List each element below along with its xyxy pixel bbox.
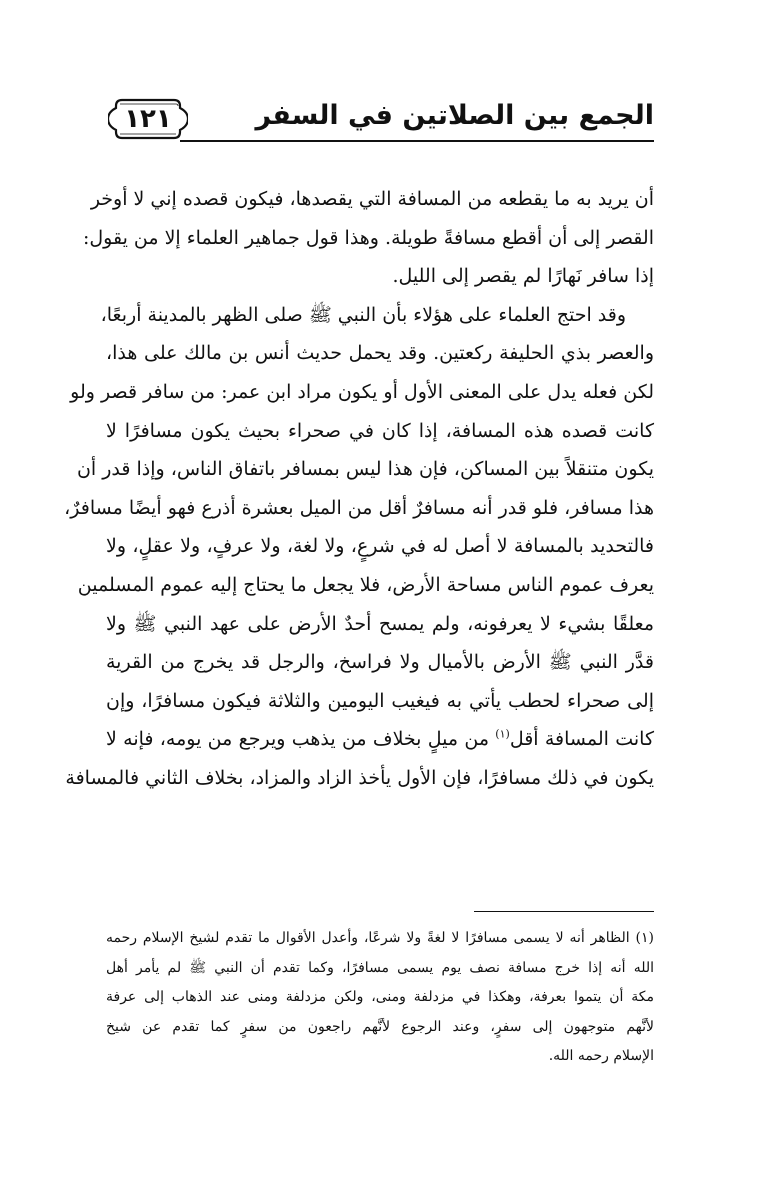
header-rule <box>180 140 654 142</box>
text-line: يكون متنقلاً بين المساكن، فإن هذا ليس بمسافر باتفاق الناس، وإذا قدر أن <box>76 458 654 481</box>
footnote-line: الله أنه إذا خرج مسافة نصف يوم يسمى مسافرًا، وكما تقدم أن النبي ﷺ لم يأمر أهل <box>106 959 654 976</box>
text-line: إذا سافر نَهارًا لم يقصر إلى الليل. <box>392 265 654 288</box>
text-line: هذا مسافر، فلو قدر أنه مسافرٌ أقل من الميل بعشرة أذرع فهو أيضًا مسافرٌ، <box>64 496 654 519</box>
text-line: يعرف عموم الناس مساحة الأرض، فلا يجعل ما يحتاج إليه عموم المسلمين <box>77 573 654 596</box>
text-line: القصر إلى أن أقطع مسافةً طويلة. وهذا قول جماهير العلماء إلا من يقول: <box>82 226 654 249</box>
main-text <box>64 180 654 798</box>
footnotes <box>106 924 654 1072</box>
text-line: كانت قصده هذه المسافة، إذا كان في صحراء بحيث يكون مسافرًا لا <box>106 419 654 442</box>
page-number: ١٢١ <box>124 104 172 134</box>
text-line: قدَّر النبي ﷺ الأرض بالأميال ولا فراسخ، والرجل قد يخرج من القرية <box>106 651 654 674</box>
text-line: لكن فعله يدل على المعنى الأول أو يكون مراد ابن عمر: من سافر قصر ولو <box>70 380 654 403</box>
text-line: وقد احتج العلماء على هؤلاء بأن النبي ﷺ صلى الظهر بالمدينة أربعًا، <box>100 303 626 326</box>
text-line: فالتحديد بالمسافة لا أصل له في شرعٍ، ولا لغة، ولا عرفٍ، ولا عقلٍ، ولا <box>106 535 654 558</box>
running-title: الجمع بين الصلاتين في السفر <box>255 100 654 131</box>
footnote-line: مكة أن يتموا بعرفة، وهكذا في مزدلفة ومنى، ولكن مزدلفة ومنى عند الذهاب إلى عرفة <box>106 989 654 1005</box>
text-line: والعصر بذي الحليفة ركعتين. وقد يحمل حديث أنس بن مالك على هذا، <box>106 342 654 365</box>
page-header <box>108 96 654 148</box>
footnote-line: الإسلام رحمه الله. <box>548 1048 654 1064</box>
footnote-line: لأنَّهم متوجهون إلى سفرٍ، وعند الرجوع لأنَّهم راجعون من سفرٍ كما تقدم عن شيخ <box>106 1018 654 1035</box>
text-line: معلقًا بشيء لا يعرفونه، ولم يمسح أحدٌ الأرض على عهد النبي ﷺ ولا <box>106 612 654 635</box>
text-line: إلى صحراء لحطب يأتي به فيغيب اليومين والثلاثة فيكون مسافرًا، وإن <box>106 689 654 712</box>
text-line-with-footnote <box>106 720 654 759</box>
text-segment: كانت المسافة أقل <box>509 728 654 751</box>
footnote-separator <box>474 911 654 912</box>
footnote-line: (١) الظاهر أنه لا يسمى مسافرًا لا لغةً ولا شرعًا، وأعدل الأقوال ما تقدم لشيخ الإسلام رحمه <box>106 930 654 946</box>
text-segment: من ميلٍ بخلاف من يذهب ويرجع من يومه، فإنه لا <box>106 728 489 751</box>
text-line: أن يريد به ما يقطعه من المسافة التي يقصدها، فيكون قصده إني لا أوخر <box>90 188 654 210</box>
footnote-reference: (١) <box>495 727 510 741</box>
text-line: يكون في ذلك مسافرًا، فإن الأول يأخذ الزاد والمزاد، بخلاف الثاني فالمسافة <box>65 766 654 789</box>
